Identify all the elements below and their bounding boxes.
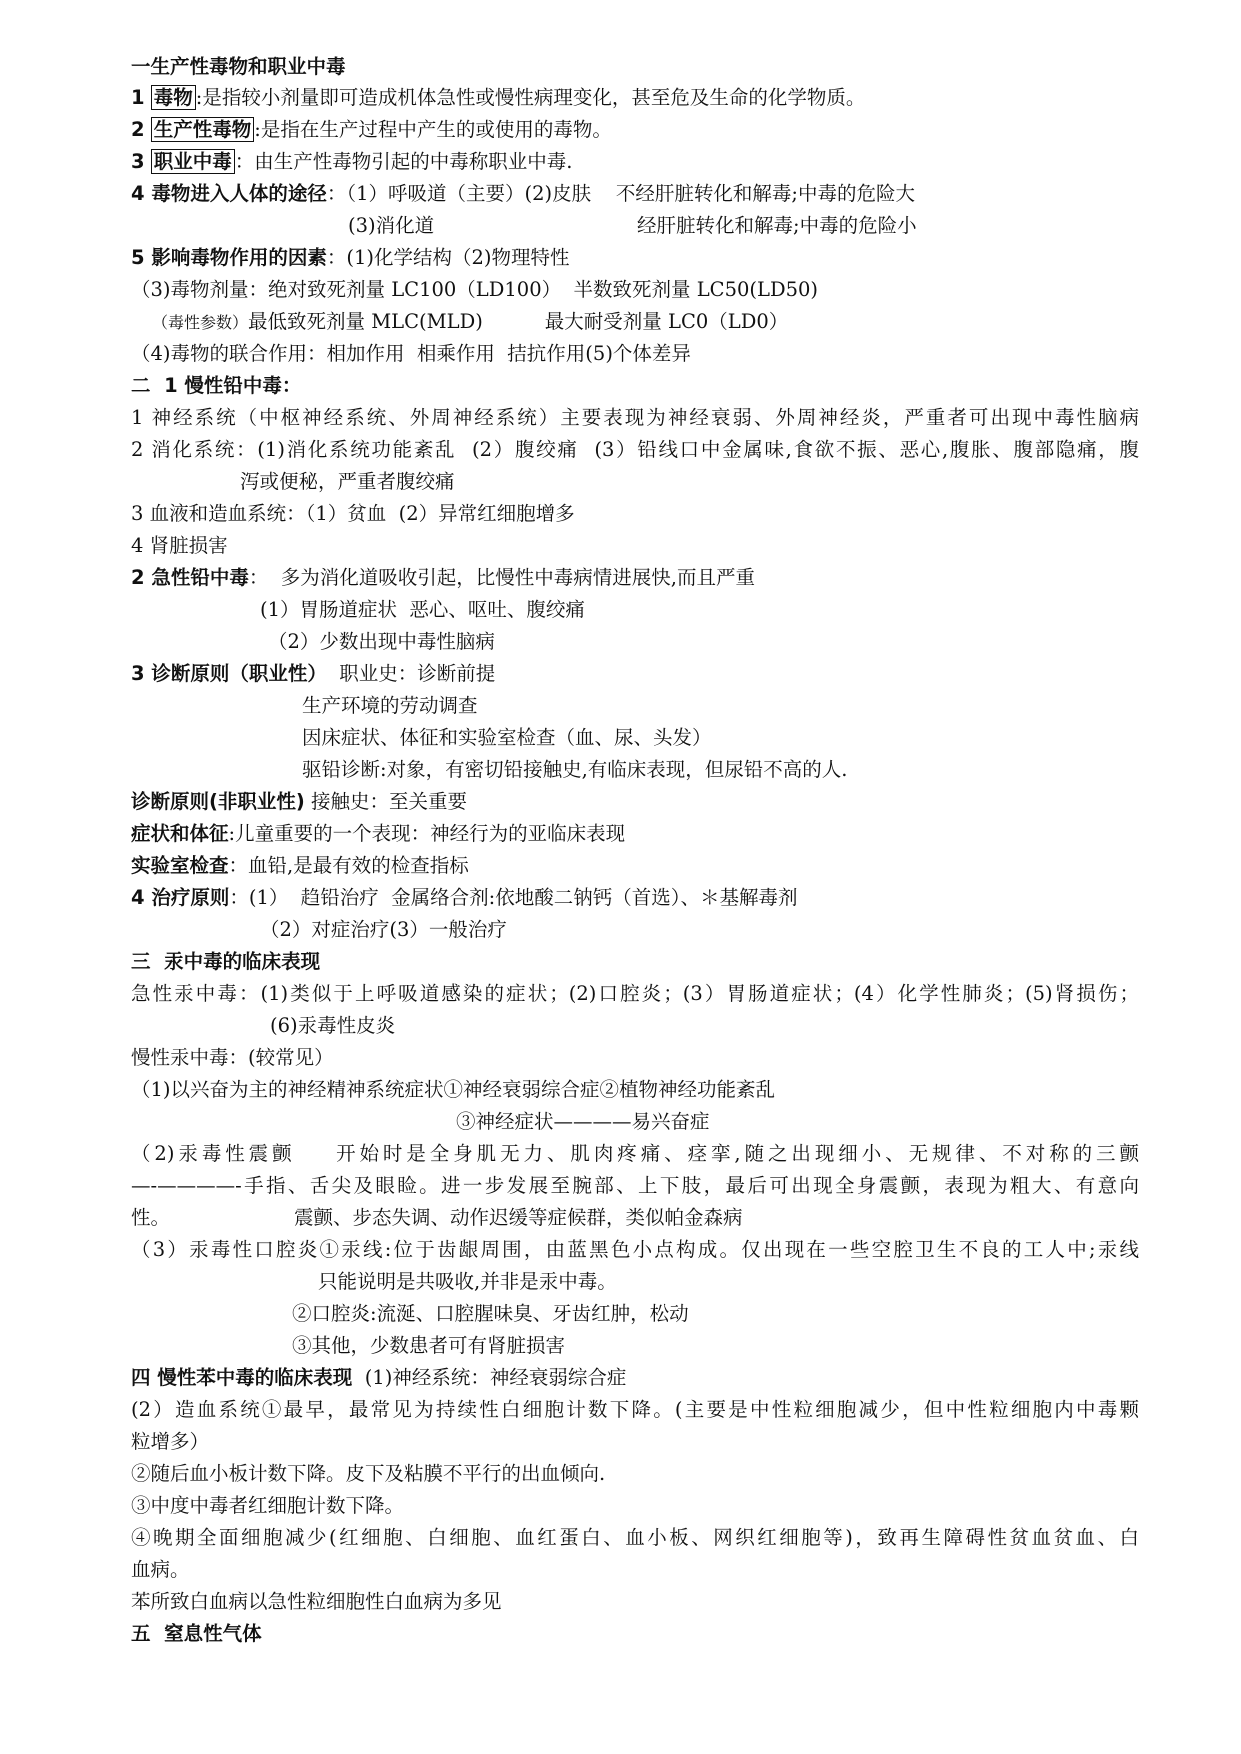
acute-lead-gi: (1）胃肠道症状 恶心、呕吐、腹绞痛 [260,598,585,621]
benzene-rbc: ③中度中毒者红细胞计数下降。 [131,1494,405,1517]
dose-line: （3)毒物剂量：绝对致死剂量 LC100（LD100） 半数致死剂量 LC50(LD50) [131,278,818,301]
influencing-factors: 5 影响毒物作用的因素：(1)化学结构（2)物理特性 [131,246,570,269]
benzene-late-cont: 血病。 [131,1558,190,1581]
benzene-late: ④晚期全面细胞减少(红细胞、白细胞、血红蛋白、血小板、网织红细胞等)，致再生障碍性贫血贫血、白 [131,1526,1139,1549]
mercury-stomatitis: （3）汞毒性口腔炎①汞线:位于齿龈周围，由蓝黑色小点构成。仅出现在一些空腔卫生不良的工人中;汞线 [131,1238,1139,1261]
mercury-tremor: （2)汞毒性震颤 开始时是全身肌无力、肌肉疼痛、痉挛,随之出现细小、无规律、不对称的三颤 [131,1142,1139,1165]
lead-kidney: 4 肾脏损害 [131,534,228,557]
diagnosis-non-occupational: 诊断原则(非职业性) 接触史：至关重要 [131,790,468,813]
boxed-term-occupational-poisoning: 职业中毒 [151,149,235,174]
section-heading-5: 五 窒息性气体 [131,1622,262,1645]
boxed-term-poison: 毒物 [151,85,196,110]
benzene-heading: 四 慢性苯中毒的临床表现 (1)神经系统：神经衰弱综合症 [131,1366,627,1389]
routes-digestive: (3)消化道 [348,214,435,237]
acute-mercury-dermatitis: (6)汞毒性皮炎 [270,1014,396,1037]
routes-digestive-note: 经肝脏转化和解毒;中毒的危险小 [637,214,917,237]
routes-of-entry: 4 毒物进入人体的途径：（1）呼吸道（主要）(2)皮肤 不经肝脏转化和解毒;中毒的危险大 [131,182,916,205]
chronic-mercury-excitability: ③神经症状————易兴奋症 [456,1110,710,1133]
chronic-mercury: 慢性汞中毒：(较常见） [131,1046,334,1069]
diagnosis-environment: 生产环境的劳动调查 [302,694,478,717]
lab-tests: 实验室检查：血铅,是最有效的检查指标 [131,854,469,877]
symptoms-signs: 症状和体征:儿童重要的一个表现：神经行为的亚临床表现 [131,822,626,845]
mercury-tremor-cont2: 性。 震颤、步态失调、动作迟缓等症候群，类似帕金森病 [131,1206,743,1229]
lead-digestive-system: 2 消化系统：(1)消化系统功能紊乱 (2）腹绞痛 (3）铅线口中金属味,食欲不振、恶心,腹胀、腹部隐痛，腹 [131,438,1139,461]
benzene-hematopoietic-cont: 粒增多） [131,1430,210,1453]
toxicity-parameters: （毒性参数）最低致死剂量 MLC(MLD) 最大耐受剂量 LC0（LD0） [152,310,789,333]
mercury-tremor-cont: —-————-手指、舌尖及眼睑。进一步发展至腕部、上下肢，最后可出现全身震颤，表现为粗大、有意向 [131,1174,1139,1197]
benzene-hematopoietic: (2）造血系统①最早，最常见为持续性白细胞计数下降。(主要是中性粒细胞减少，但中性粒细胞内中毒颗 [131,1398,1139,1421]
lead-blood-system: 3 血液和造血系统：（1）贫血 (2）异常红细胞增多 [131,502,575,525]
definition-productive-poison: 2 生产性毒物 :是指在生产过程中产生的或使用的毒物。 [131,118,612,141]
mercury-stomatitis-2: ②口腔炎:流涎、口腔腥味臭、牙齿红肿，松动 [292,1302,689,1325]
acute-lead: 2 急性铅中毒： 多为消化道吸收引起，比慢性中毒病情进展快,而且严重 [131,566,755,589]
acute-mercury: 急性汞中毒：(1)类似于上呼吸道感染的症状；(2)口腔炎；(3）胃肠道症状；(4）化学性肺炎；(5)肾损伤； [131,982,1139,1005]
mercury-other: ③其他，少数患者可有肾脏损害 [292,1334,566,1357]
mercury-line-note: 只能说明是共吸收,并非是汞中毒。 [318,1270,617,1293]
diagnosis-chelation: 驱铅诊断:对象，有密切铅接触史,有临床表现，但尿铅不高的人. [302,758,848,781]
section-heading-2: 二 1 慢性铅中毒： [131,374,302,397]
lead-nervous-system: 1 神经系统（中枢神经系统、外周神经系统）主要表现为神经衰弱、外周神经炎，严重者可出现中毒性脑病 [131,406,1139,429]
definition-occupational-poisoning: 3 职业中毒 ：由生产性毒物引起的中毒称职业中毒. [131,150,573,173]
chronic-mercury-neuro: （1)以兴奋为主的神经精神系统症状①神经衰弱综合症②植物神经功能紊乱 [131,1078,776,1101]
treatment-other: （2）对症治疗(3）一般治疗 [260,918,507,941]
section-heading-3: 三 汞中毒的临床表现 [131,950,321,973]
treatment-principles: 4 治疗原则：(1） 趋铅治疗 金属络合剂:依地酸二钠钙（首选）、＊基解毒剂 [131,886,798,909]
section-heading-1: 一生产性毒物和职业中毒 [131,55,346,78]
lead-digestive-cont: 泻或便秘，严重者腹绞痛 [240,470,455,493]
diagnosis-occupational: 3 诊断原则（职业性） 职业史：诊断前提 [131,662,496,685]
acute-lead-brain: （2）少数出现中毒性脑病 [268,630,495,653]
diagnosis-clinical: 因床症状、体征和实验室检查（血、尿、头发） [302,726,712,749]
joint-action: （4)毒物的联合作用：相加作用 相乘作用 拮抗作用(5)个体差异 [131,342,691,365]
benzene-leukemia: 苯所致白血病以急性粒细胞性白血病为多见 [131,1590,502,1613]
benzene-platelets: ②随后血小板计数下降。皮下及粘膜不平行的出血倾向. [131,1462,606,1485]
boxed-term-productive-poison: 生产性毒物 [151,117,255,142]
definition-poison: 1 毒物 :是指较小剂量即可造成机体急性或慢性病理变化，甚至危及生命的化学物质。 [131,86,866,109]
